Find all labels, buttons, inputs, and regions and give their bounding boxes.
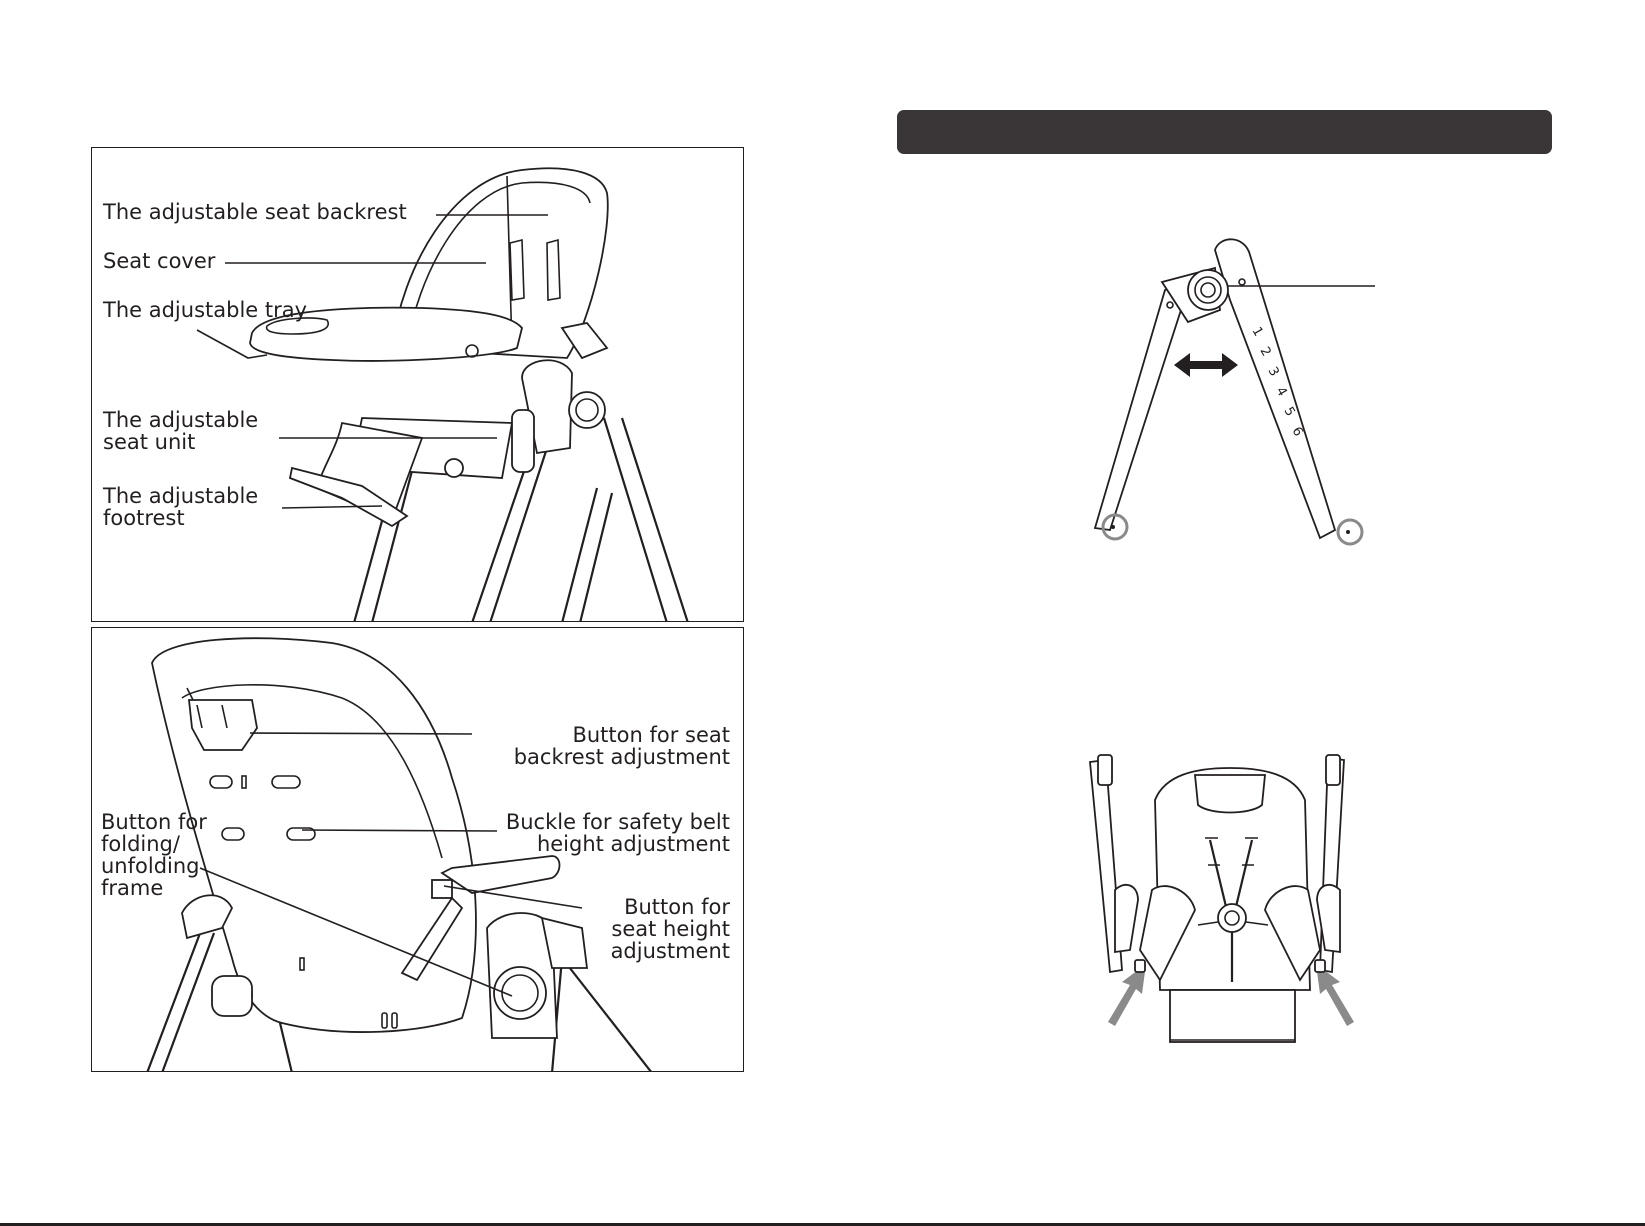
chair-overview-panel (91, 147, 744, 622)
chair-rear-panel (91, 627, 744, 1072)
chair-front-figure (1070, 740, 1390, 1070)
label-seat-cover: Seat cover (103, 249, 216, 273)
frame-angle-figure (1070, 230, 1390, 550)
label-footrest-line2: footrest (103, 506, 185, 530)
label-backrest-button-line2: backrest adjustment (513, 745, 730, 769)
label-height-button-line1: Button for (624, 895, 730, 919)
double-arrow-icon (1174, 353, 1238, 377)
label-seat-unit-line1: The adjustable (103, 408, 259, 432)
section-header-bar (897, 110, 1552, 154)
label-height-button-line2: seat height (611, 917, 730, 941)
scale-number-2: 2 (1256, 344, 1274, 360)
scale-number-3: 3 (1264, 364, 1282, 380)
label-seat-unit-line2: seat unit (103, 430, 196, 454)
scale-number-6: 6 (1288, 424, 1306, 440)
label-footrest-line1: The adjustable (103, 484, 259, 508)
scale-number-1: 1 (1248, 324, 1266, 340)
label-buckle-line1: Buckle for safety belt (505, 810, 730, 834)
arrow-left-icon (1108, 964, 1146, 1026)
scale-number-5: 5 (1280, 404, 1298, 420)
label-adjustable-tray: The adjustable tray (103, 298, 308, 322)
label-fold-button-line4: frame (101, 876, 164, 900)
label-height-button-line3: adjustment (610, 939, 730, 963)
label-adjustable-backrest: The adjustable seat backrest (103, 200, 407, 224)
label-fold-button-line2: folding/ (101, 832, 180, 856)
label-fold-button-line3: unfolding (101, 854, 200, 878)
label-fold-button-line1: Button for (101, 810, 207, 834)
scale-number-4: 4 (1272, 384, 1290, 400)
arrow-right-icon (1316, 964, 1354, 1026)
label-buckle-line2: height adjustment (536, 832, 730, 856)
label-backrest-button-line1: Button for seat (572, 723, 730, 747)
